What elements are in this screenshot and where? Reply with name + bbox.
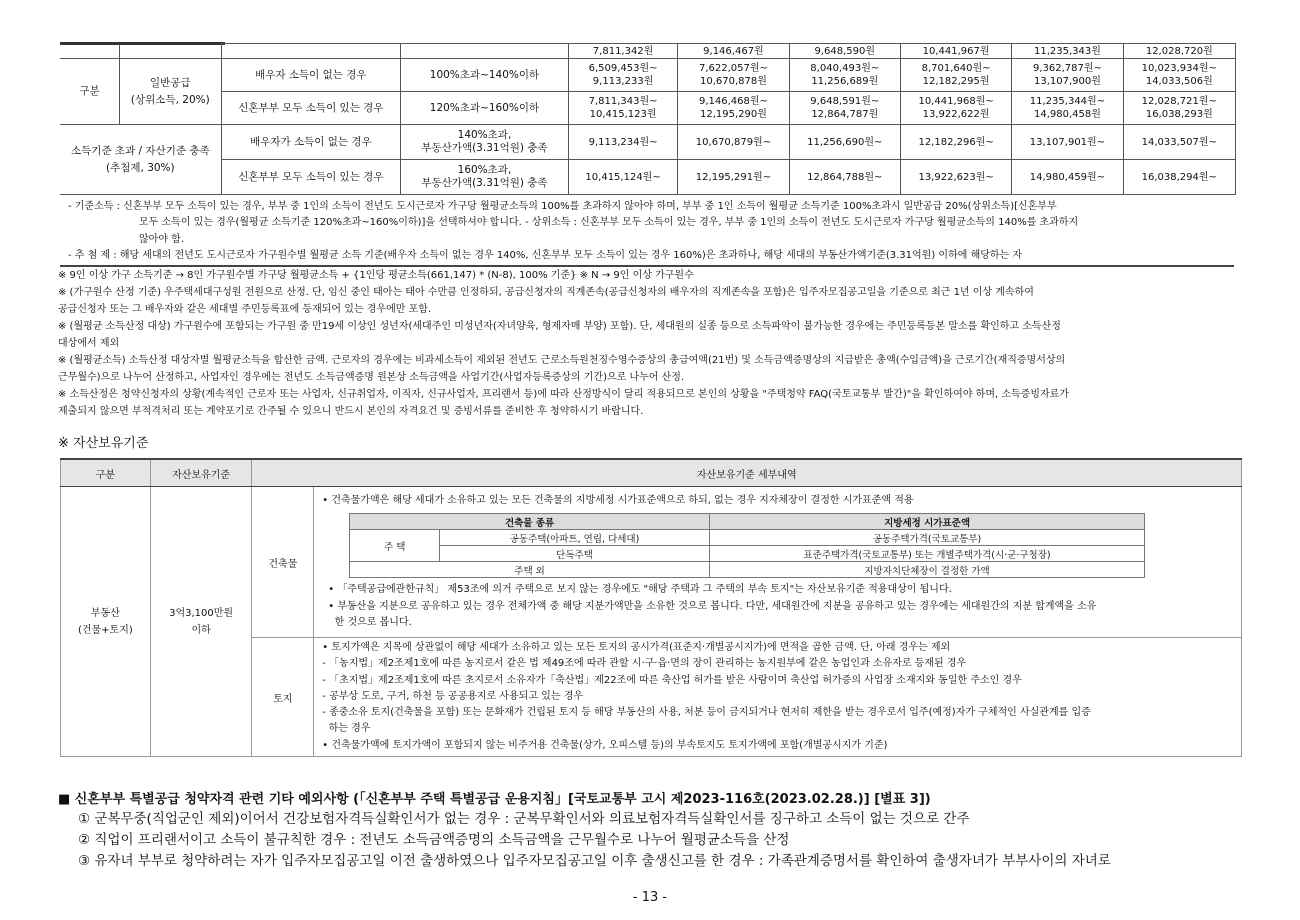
note-line: 공급신청자 또는 그 배우자와 같은 세대별 주민등록표에 등재되어 있는 경우에만 포함. — [58, 304, 432, 315]
table-cell: 10,023,934원~ 14,033,506원 — [1123, 59, 1235, 92]
table-cell: 단독주택 — [440, 546, 710, 562]
exception-item: ② 직업이 프리랜서이고 소득이 불규칙한 경우 : 전년도 소득금액증명의 소득금액을 근무월수로 나누어 월평균소득을 산정 — [78, 832, 790, 848]
table-cell: 13,107,901원~ — [1012, 125, 1123, 160]
building-note: 한 것으로 봅니다. — [328, 616, 412, 628]
land-line: - 공부상 도로, 구거, 하천 등 공공용지로 사용되고 있는 경우 — [322, 690, 584, 702]
table-cell: 12,028,721원~ 16,038,293원 — [1123, 92, 1235, 125]
table-cell: 12,864,788원~ — [789, 160, 900, 195]
table-cell: 7,622,057원~ 10,670,878원 — [678, 59, 789, 92]
table-cell: 10,441,967원 — [900, 44, 1011, 59]
header-cell: 자산보유기준 — [150, 459, 252, 487]
table-cell: 11,235,343원 — [1012, 44, 1123, 59]
exception-item: ① 군복무중(직업군인 제외)이어서 건강보험자격득실확인서가 없는 경우 : 군복무확인서와 의료보험자격득실확인서를 징구하고 소득이 없는 것으로 간주 — [78, 811, 970, 827]
table-cell: 10,670,879원~ — [678, 125, 789, 160]
land-line: - 「농지법」제2조제1호에 따른 농지로서 같은 법 제49조에 따라 관할 시·구·읍·면의 장이 관리하는 농지원부에 같은 농업인과 소유자로 등재된 경우 — [322, 658, 967, 670]
table-cell: 8,701,640원~ 12,182,295원 — [900, 59, 1011, 92]
table-cell: 14,980,459원~ — [1012, 160, 1123, 195]
case-label: 배우자 소득이 없는 경우 — [221, 59, 400, 92]
land-line: - 「초지법」제2조제1호에 따른 초지로서 소유자가「축산법」제22조에 따른 축산업 허가를 받은 사람이며 축산업 허가증의 사업장 소재지와 동일한 주소인 경우 — [322, 674, 1022, 686]
exceptions-title: ■ 신혼부부 특별공급 청약자격 관련 기타 예외사항 (「신혼부부 주택 특별공급 운용지침」[국토교통부 고시 제2023-116호(2023.02.28.)] [별표 3]) — [58, 792, 931, 807]
housing-label: 주 택 — [350, 530, 440, 562]
table-cell: 10,441,968원~ 13,922,622원 — [900, 92, 1011, 125]
note-line: ※ (월평균소득) 소득산정 대상자별 월평균소득을 합산한 금액. 근로자의 경우에는 비과세소득이 제외된 전년도 근로소득원천징수영수증상의 총급여액(21번) 및 소득금액증명상의 지급받은 총액(수입금액)을 근로기간(재직증명서상의 — [58, 355, 1066, 366]
table-cell: 13,922,623원~ — [900, 160, 1011, 195]
table-cell: 9,362,787원~ 13,107,900원 — [1012, 59, 1123, 92]
table-row — [60, 92, 1236, 125]
table-header-row — [350, 514, 1145, 530]
note-line: ※ 소득산정은 청약신청자의 상황(계속적인 근로자 또는 사업자, 신규취업자, 이직자, 신규사업자, 프리랜서 등)에 따라 산정방식이 달리 적용되므로 본인의 상황을 "주택청약 FAQ(국토교통부 발간)"을 확인하여야 하며, 소득증빙자료가 — [58, 389, 1069, 400]
building-intro: • 건축물가액은 해당 세대가 소유하고 있는 모든 건축물의 지방세정 시가표준액으로 하되, 없는 경우 지자체장이 결정한 시가표준액 적용 — [322, 494, 914, 506]
lottery-label: 소득기준 초과 / 자산기준 충족 (추첨제, 30%) — [60, 125, 221, 195]
section-divider — [60, 265, 1234, 267]
table-cell: 10,415,124원~ — [568, 160, 677, 195]
table-row — [350, 562, 1145, 578]
asset-section-title: ※ 자산보유기준 — [58, 436, 149, 451]
exception-item: ③ 유자녀 부부로 청약하려는 자가 입주자모집공고일 이전 출생하였으나 입주자모집공고일 이후 출생신고를 한 경우 : 가족관계증명서를 확인하여 출생자녀가 부부사이의 자녀로 — [78, 853, 1111, 869]
income-criteria-table — [60, 43, 1236, 195]
asset-criteria-table — [60, 458, 1242, 757]
land-line: • 토지가액은 지목에 상관없이 해당 세대가 소유하고 있는 모든 토지의 공시가격(표준지·개별공시지가)에 면적을 곱한 금액. 단, 아래 경우는 제외 — [322, 642, 951, 653]
note-line: 대상에서 제외 — [58, 338, 120, 349]
blank-cell — [401, 44, 569, 59]
blank-cell — [60, 44, 119, 59]
page-number: - 13 - — [632, 890, 668, 905]
range-label: 100%초과~140%이하 — [401, 59, 569, 92]
table-cell: 12,182,296원~ — [900, 125, 1011, 160]
table-cell: 9,146,467원 — [678, 44, 789, 59]
building-note: • 「주택공급에관한규칙」 제53조에 의거 주택으로 보지 않는 경우에도 "해당 주택과 그 주택의 부속 토지"는 자산보유기준 적용대상이 됩니다. — [328, 584, 952, 596]
definition-line: - 추 첨 제 : 해당 세대의 전년도 도시근로자 가구원수별 월평균 소득 기준(배우자 소득이 없는 경우 140%, 신혼부부 모두 소득이 있는 경우 160%)은 초과하나, 해당 세대의 부동산가액기준(3.31억원) 이하에 해당하는 자 — [68, 250, 1023, 261]
land-line: 하는 경우 — [322, 723, 371, 735]
table-cell: 12,195,291원~ — [678, 160, 789, 195]
group-label: 구분 — [60, 59, 119, 125]
table-row — [350, 530, 1145, 546]
case-label: 신혼부부 모두 소득이 있는 경우 — [221, 92, 400, 125]
land-label: 토지 — [252, 638, 314, 757]
general-supply-label: 일반공급 (상위소득, 20%) — [119, 59, 221, 125]
table-cell: 8,040,493원~ 11,256,689원 — [789, 59, 900, 92]
building-note: • 부동산을 지분으로 공유하고 있는 경우 전체가액 중 해당 지분가액만을 소유한 것으로 봅니다. 다만, 세대원간에 지분을 공유하고 있는 경우에는 세대원간의 지분 합계액을 소유 — [328, 600, 1097, 612]
definition-line: - 기준소득 : 신혼부부 모두 소득이 있는 경우, 부부 중 1인의 소득이 전년도 도시근로자 가구당 월평균소득의 100%를 초과하지 않아야 하며, 부부 중 1인 소득이 월평균 소득기준 100%초과시 일반공급 20%(상위소득)[신혼부부 — [68, 201, 1057, 212]
header-cell: 구분 — [61, 459, 151, 487]
table-cell: 6,509,453원~ 9,113,233원 — [568, 59, 677, 92]
table-cell: 11,256,690원~ — [789, 125, 900, 160]
table-cell: 9,113,234원~ — [568, 125, 677, 160]
case-label: 신혼부부 모두 소득이 있는 경우 — [221, 160, 400, 195]
table-row — [60, 44, 1236, 59]
building-detail-cell — [314, 487, 1242, 638]
table-row — [61, 487, 1242, 638]
building-label: 건축물 — [252, 487, 314, 638]
table-cell: 14,033,507원~ — [1123, 125, 1235, 160]
range-label: 140%초과, 부동산가액(3.31억원) 충족 — [401, 125, 569, 160]
notes-block — [58, 268, 1069, 420]
table-cell: 공동주택가격(국토교통부) — [709, 530, 1144, 546]
land-detail-cell — [314, 638, 1242, 757]
case-label: 배우자가 소득이 없는 경우 — [221, 125, 400, 160]
table-row — [60, 59, 1236, 92]
note-line: ※ 9인 이상 가구 소득기준 → 8인 가구원수별 가구당 월평균소득 + {1인당 평균소득(661,147) * (N-8), 100% 기준} ※ N → 9인 이상 가구원수 — [58, 270, 694, 281]
table-cell: 12,028,720원 — [1123, 44, 1235, 59]
definition-line: 모두 소득이 있는 경우(월평균 소득기준 120%초과~160%이하)]을 선택하셔야 합니다. - 상위소득 : 신혼부부 모두 소득이 있는 경우, 부부 중 1인의 소득이 전년도 도시근로자 가구당 월평균소득의 140%를 초과하지 — [139, 217, 1079, 228]
header-cell: 건축물 종류 — [350, 514, 710, 530]
table-row — [60, 160, 1236, 195]
table-cell: 11,235,344원~ 14,980,458원 — [1012, 92, 1123, 125]
table-cell: 주택 외 — [350, 562, 710, 578]
table-cell: 지방자치단체장이 결정한 가액 — [709, 562, 1144, 578]
table-cell: 16,038,294원~ — [1123, 160, 1235, 195]
range-label: 120%초과~160%이하 — [401, 92, 569, 125]
header-cell: 자산보유기준 세부내역 — [252, 459, 1242, 487]
note-line: ※ (가구원수 산정 기준) 우주택세대구성원 전원으로 산정. 단, 임신 중인 태아는 태아 수만큼 인정하되, 공급신청자의 직계존속(공급신청자의 배우자의 직계존속을 포함)은 입주자모집공고일을 기준으로 최근 1년 이상 계속하여 — [58, 287, 1034, 298]
range-label: 160%초과, 부동산가액(3.31억원) 충족 — [401, 160, 569, 195]
table-row — [60, 125, 1236, 160]
blank-cell — [119, 44, 221, 59]
table-cell: 7,811,343원~ 10,415,123원 — [568, 92, 677, 125]
category-cell: 부동산 (건물+토지) — [61, 487, 151, 757]
note-line: ※ (월평균 소득산정 대상) 가구원수에 포함되는 가구원 중 만19세 이상인 성년자(세대주인 미성년자(자녀양육, 형제자매 부양) 포함). 단, 세대원의 실종 등으로 소득파악이 불가능한 경우에는 주민등록등본 말소를 확인하고 소득산정 — [58, 321, 1061, 332]
land-line: • 건축물가액에 토지가액이 포함되지 않는 비주거용 건축물(상가, 오피스텔 등)의 부속토지도 토지가액에 포함(개별공시지가 기준) — [322, 739, 888, 751]
table-cell: 공동주택(아파트, 연립, 다세대) — [440, 530, 710, 546]
definition-line: 않아야 함. — [139, 234, 184, 245]
table-header-row — [61, 459, 1242, 487]
table-cell: 표준주택가격(국토교통부) 또는 개별주택가격(시·군·구청장) — [709, 546, 1144, 562]
table-row — [350, 546, 1145, 562]
blank-cell — [221, 44, 400, 59]
standard-cell: 3억3,100만원 이하 — [150, 487, 252, 757]
table-cell: 9,648,591원~ 12,864,787원 — [789, 92, 900, 125]
table-cell: 9,648,590원 — [789, 44, 900, 59]
table-cell: 9,146,468원~ 12,195,290원 — [678, 92, 789, 125]
note-line: 제출되지 않으면 부적격처리 또는 계약포기로 간주될 수 있으니 반드시 본인의 자격요건 및 증빙서류를 준비한 후 청약하시기 바랍니다. — [58, 406, 644, 417]
note-line: 근무월수)으로 나누어 산정하고, 사업자인 경우에는 전년도 소득금액증명 원본상 소득금액을 사업기간(사업자등록증상의 기간)으로 나누어 산정. — [58, 372, 685, 383]
building-price-table — [349, 513, 1145, 578]
header-cell: 지방세정 시가표준액 — [709, 514, 1144, 530]
table-cell: 7,811,342원 — [568, 44, 677, 59]
land-line: - 종중소유 토지(건축물을 포함) 또는 문화재가 건립된 토지 등 해당 부동산의 사용, 처분 등이 금지되거나 현저히 제한을 받는 경우로서 입주(예정)자가 구체적인 사실관계를 입증 — [322, 707, 1091, 719]
